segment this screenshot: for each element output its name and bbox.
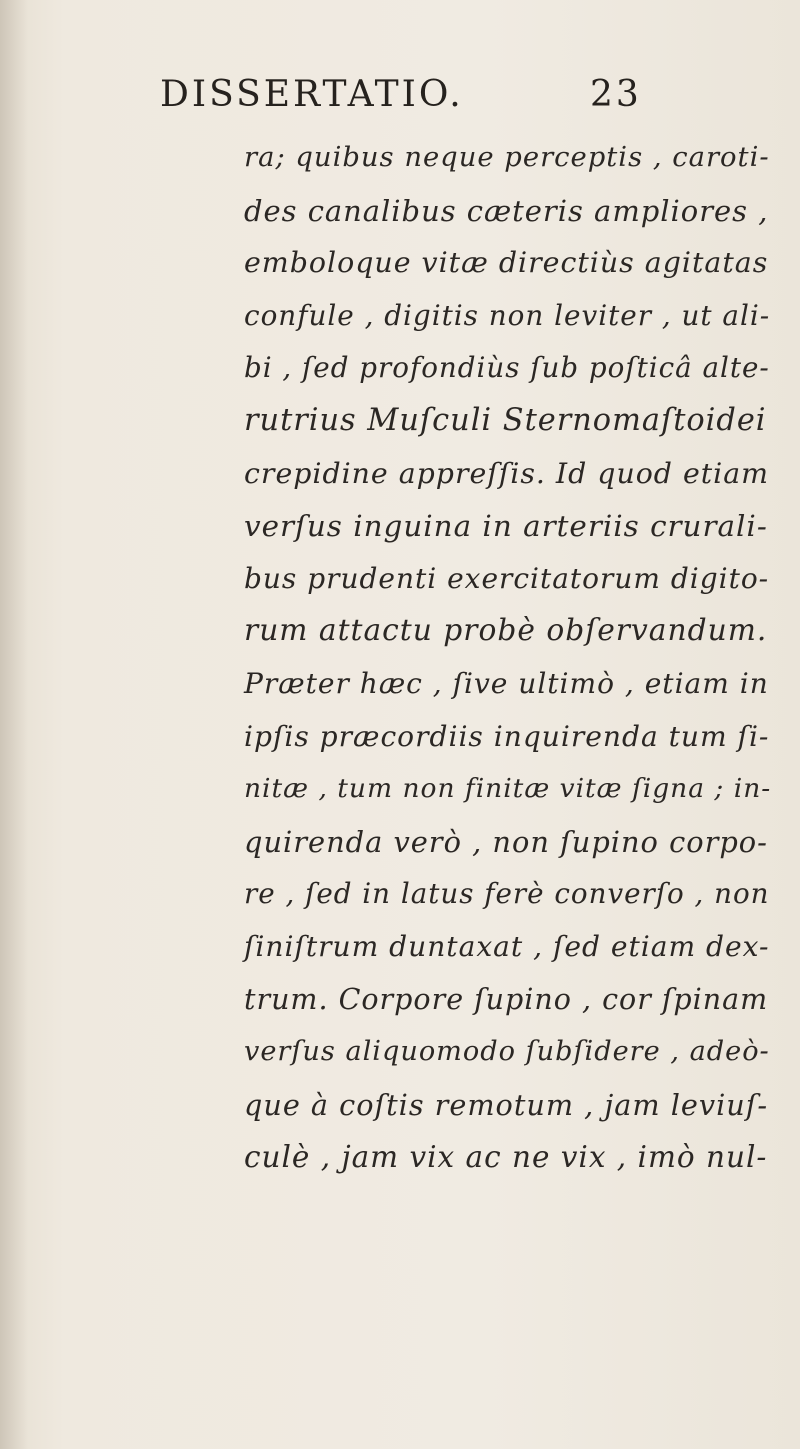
text-line: emboloque vitæ directiùs agitatas bbox=[244, 246, 769, 280]
text-line: verſus inguina in arteriis crurali- bbox=[244, 509, 768, 544]
binding-gutter-shadow bbox=[0, 0, 28, 1449]
text-line: Præter hæc , ſive ultimò , etiam in bbox=[244, 666, 769, 700]
text-line: trum. Corpore ſupino , cor ſpinam bbox=[244, 982, 769, 1016]
text-line: que à coſtis remotum , jam leviuſ- bbox=[244, 1087, 769, 1122]
body-text bbox=[244, 132, 772, 1184]
text-line: verſus aliquomodo ſubſidere , adeò- bbox=[244, 1036, 770, 1068]
text-line: confule , digitis non leviter , ut ali- bbox=[244, 298, 771, 332]
text-line: rum attactu probè obſervandum. bbox=[244, 613, 768, 649]
text-line: re , ſed in latus ferè converſo , non bbox=[244, 877, 770, 911]
text-line: ipſis præcordiis inquirenda tum ſi- bbox=[244, 719, 770, 753]
running-header bbox=[160, 74, 660, 118]
text-line: rutrius Muſculi Sternomaſtoidei bbox=[244, 402, 767, 438]
text-line: nitæ , tum non finitæ vitæ ſigna ; in- bbox=[244, 773, 772, 805]
text-line: quirenda verò , non ſupino corpo- bbox=[244, 824, 768, 859]
text-line: des canalibus cæteris ampliores , bbox=[244, 193, 769, 228]
page-number: 23 bbox=[590, 74, 642, 115]
text-line: crepidine appreſſis. Id quod etiam bbox=[244, 456, 770, 490]
text-line: bus prudenti exercitatorum digito- bbox=[244, 561, 770, 595]
text-line: ſiniſtrum duntaxat , ſed etiam dex- bbox=[244, 929, 770, 963]
text-line: ra; quibus neque perceptis , caroti- bbox=[244, 142, 770, 173]
running-title: DISSERTATIO. bbox=[160, 74, 464, 115]
text-line: bi , ſed profondiùs ſub poſticâ alte- bbox=[244, 351, 770, 385]
text-line: culè , jam vix ac ne vix , imò nul- bbox=[244, 1140, 768, 1175]
